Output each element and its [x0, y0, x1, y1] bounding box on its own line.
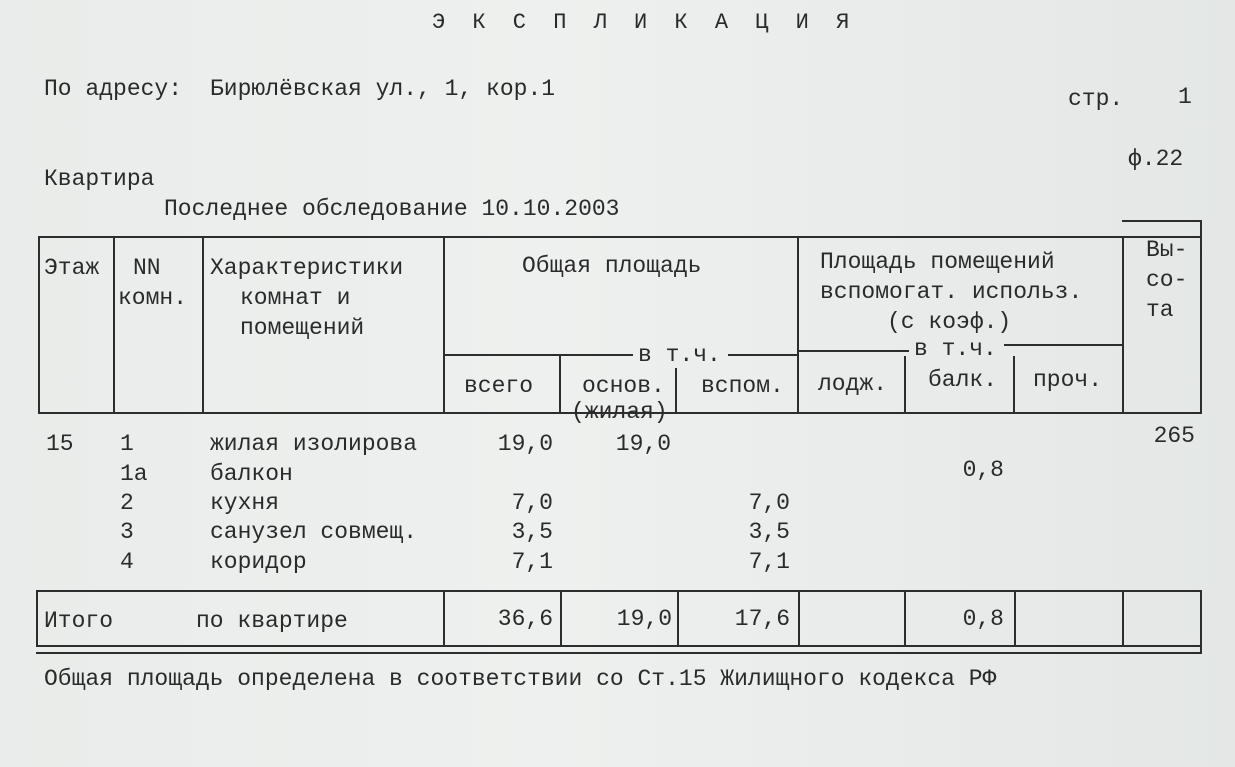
header-height: Вы- [1146, 237, 1188, 263]
address-value: Бирюлёвская ул., 1, кор.1 [210, 76, 556, 102]
row-name: санузел совмещ. [210, 519, 418, 545]
header-height-2: со- [1146, 267, 1188, 293]
header-aux-area: Площадь помещений [820, 249, 1055, 275]
form-code: ф.22 [1128, 146, 1184, 172]
header-total-area: Общая площадь [522, 253, 702, 279]
row-aux: 7,1 [748, 549, 790, 575]
totals-total: 36,6 [497, 606, 553, 632]
header-balcony: балк. [928, 367, 998, 393]
row-name: балкон [210, 461, 293, 487]
totals-label: Итого [44, 608, 114, 634]
header-room-no-2: комн. [118, 285, 188, 311]
row-height: 265 [1153, 423, 1195, 449]
row-name: кухня [210, 490, 280, 516]
totals-aux: 17,6 [734, 606, 790, 632]
footer-note: Общая площадь определена в соответствии со Ст.15 Жилищного кодекса РФ [44, 666, 997, 692]
page-label: стр. [1068, 86, 1124, 112]
row-name: коридор [210, 549, 307, 575]
header-other: проч. [1033, 367, 1103, 393]
totals-main: 19,0 [616, 606, 672, 632]
header-characteristics-2: комнат и [240, 285, 351, 311]
row-number: 4 [120, 549, 134, 575]
header-main-2: (жилая) [571, 399, 668, 425]
header-aux-area-3: (с коэф.) [887, 309, 1012, 335]
totals-balcony: 0,8 [962, 606, 1004, 632]
document-title: Э К С П Л И К А Ц И Я [432, 10, 857, 35]
last-survey: Последнее обследование 10.10.2003 [164, 196, 620, 222]
row-name: жилая изолирова [210, 431, 418, 457]
header-total: всего [464, 373, 534, 399]
row-aux: 3,5 [748, 519, 790, 545]
header-main: основ. [582, 373, 665, 399]
row-number: 1 [120, 431, 134, 457]
header-incl-total: в т.ч. [638, 342, 721, 368]
row-number: 2 [120, 490, 134, 516]
header-incl-aux: в т.ч. [914, 336, 997, 362]
row-number: 3 [120, 519, 134, 545]
object-type: Квартира [44, 166, 155, 192]
header-aux: вспом. [701, 373, 784, 399]
header-characteristics-3: помещений [240, 315, 365, 341]
row-total: 7,1 [511, 549, 553, 575]
page-number: 1 [1178, 84, 1192, 110]
header-loggia: лодж. [818, 371, 888, 397]
row-balcony: 0,8 [962, 457, 1004, 483]
header-aux-area-2: вспомогат. использ. [820, 279, 1083, 305]
row-total: 7,0 [511, 490, 553, 516]
row-aux: 7,0 [748, 490, 790, 516]
header-height-3: та [1146, 297, 1174, 323]
header-characteristics: Характеристики [210, 255, 404, 281]
row-floor: 15 [46, 431, 74, 457]
header-room-no: NN [133, 255, 161, 281]
row-total: 3,5 [511, 519, 553, 545]
row-total: 19,0 [497, 431, 553, 457]
header-floor: Этаж [44, 255, 100, 281]
totals-label-2: по квартире [196, 608, 348, 634]
row-number: 1а [120, 461, 148, 487]
address-label: По адресу: [44, 76, 183, 102]
row-main: 19,0 [615, 431, 671, 457]
